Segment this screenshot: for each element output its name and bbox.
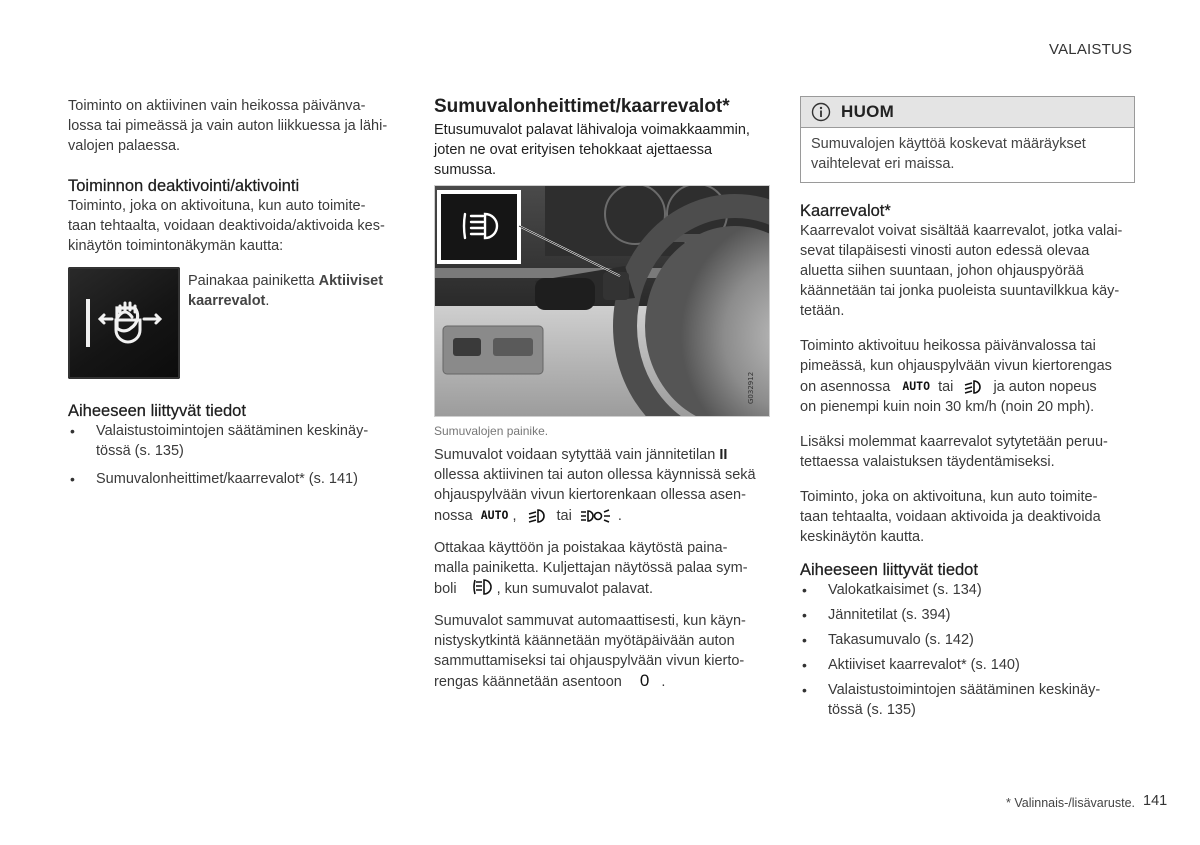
note-header bbox=[801, 97, 1134, 128]
bending-paragraph-4: Toiminto, joka on aktivoituna, kun auto toimite- taan tehtaalta, voidaan aktivoida ja deaktivoida keskinäytön kautta. bbox=[800, 489, 1101, 545]
intro-paragraph: Toiminto on aktiivinen vain heikossa päivänva- lossa tai pimeässä ja vain auton liikkuessa ja lähi- valojen palaessa. bbox=[68, 98, 388, 154]
related-heading-left: Aiheeseen liittyvät tiedot bbox=[68, 402, 246, 420]
section-header: VALAISTUS bbox=[1049, 41, 1133, 58]
position-light-icon bbox=[580, 509, 612, 523]
paragraph-2: Ottakaa käyttöön ja poistakaa käytöstä paina- malla painiketta. Kuljettajan näytössä palaa sym- boli , kun sumuvalot palavat. bbox=[434, 540, 748, 597]
press-instruction: Painakaa painiketta Aktiiviset kaarrevalot. bbox=[188, 273, 384, 309]
bending-paragraph-3: Lisäksi molemmat kaarrevalot sytytetään peruu- tettaessa valaistuksen täydentämiseksi. bbox=[800, 434, 1108, 470]
page-number: 141 bbox=[1143, 793, 1168, 809]
note-title: HUOM bbox=[841, 102, 895, 121]
list-item[interactable]: • Valaistustoimintojen säätäminen keskinäy- tössä (s. 135) bbox=[800, 680, 1135, 720]
bending-paragraph-1: Kaarrevalot voivat sisältää kaarrevalot, jotka valai- sevat tilapäisesti vinosti auton edessä olevaa aluetta siihen suuntaan, johon ohjauspyörää käännetään tai jonka puoleista suuntavilkkua käy- tetään. bbox=[800, 223, 1123, 319]
auto-position-symbol: AUTO bbox=[480, 508, 509, 522]
low-beam-icon bbox=[963, 380, 983, 394]
svg-text:260: 260 bbox=[697, 211, 713, 220]
note-body: Sumuvalojen käyttöä koskevat määräykset vaihtelevat eri maissa. bbox=[811, 136, 1086, 172]
column-middle bbox=[434, 96, 770, 692]
low-beam-icon bbox=[527, 509, 547, 523]
deactivation-paragraph: Toiminto, joka on aktivoituna, kun auto toimite- taan tehtaalta, voidaan deaktivoida/aktivoida kes- kinäytön toimintonäkymän kautta: bbox=[68, 198, 385, 254]
bending-lights-heading: Kaarrevalot* bbox=[800, 202, 891, 220]
bending-paragraph-2: Toiminto aktivoituu heikossa päivänvalossa tai pimeässä, kun ohjauspylvään vivun kiertorengas on asennossa AUTO tai ja auton nopeus on pienempi kuin noin 30 km/h (noin 20 mph). bbox=[800, 338, 1112, 415]
related-list-left bbox=[68, 421, 403, 489]
zero-position-symbol: 0 bbox=[639, 671, 650, 690]
deactivation-heading: Toiminnon deaktivointi/aktivointi bbox=[68, 177, 300, 195]
steering-column-photo bbox=[435, 186, 769, 416]
paragraph-1: Sumuvalot voidaan sytyttää vain jännitetilan II ollessa aktiivinen tai auton ollessa käynnissä sekä ohjauspylvään vivun kiertorenkaan ollessa asen- nossa AUTO , tai . bbox=[434, 447, 756, 524]
auto-position-symbol: AUTO bbox=[902, 379, 931, 393]
figure-caption: Sumuvalojen painike. bbox=[434, 424, 549, 438]
front-fog-light-icon bbox=[471, 578, 493, 596]
list-item[interactable]: • Sumuvalonheittimet/kaarrevalot* (s. 141) bbox=[68, 469, 403, 489]
list-item[interactable]: • Takasumuvalo (s. 142) bbox=[800, 630, 1135, 650]
figure-code: G032912 bbox=[747, 371, 755, 404]
list-item[interactable]: • Valokatkaisimet (s. 134) bbox=[800, 580, 1135, 600]
lead-paragraph: Etusumuvalot palavat lähivaloja voimakkaammin, joten ne ovat erityisen tehokkaat ajettaessa sumussa. bbox=[434, 122, 750, 178]
related-list-right bbox=[800, 580, 1135, 720]
bending-light-icon bbox=[68, 267, 180, 379]
list-item[interactable]: • Aktiiviset kaarrevalot* (s. 140) bbox=[800, 655, 1135, 675]
note-box bbox=[800, 96, 1135, 183]
column-left bbox=[68, 96, 403, 494]
fog-light-figure bbox=[434, 185, 770, 417]
list-item[interactable]: • Jännitetilat (s. 394) bbox=[800, 605, 1135, 625]
section-title: Sumuvalonheittimet/kaarrevalot* bbox=[434, 96, 730, 117]
paragraph-3: Sumuvalot sammuvat automaattisesti, kun käyn- nistyskytkintä käännetään myötäpäivään auton sammuttamiseksi tai ohjauspylvään vivun kierto- rengas käännetään asentoon 0 . bbox=[434, 613, 746, 690]
list-item[interactable]: • Valaistustoimintojen säätäminen keskinäy- tössä (s. 135) bbox=[68, 421, 403, 461]
related-heading-right: Aiheeseen liittyvät tiedot bbox=[800, 561, 978, 579]
footer-note: * Valinnais-/lisävaruste. bbox=[1006, 796, 1135, 810]
bending-light-button-image bbox=[68, 267, 180, 379]
column-right bbox=[800, 96, 1135, 725]
info-icon bbox=[811, 102, 831, 122]
